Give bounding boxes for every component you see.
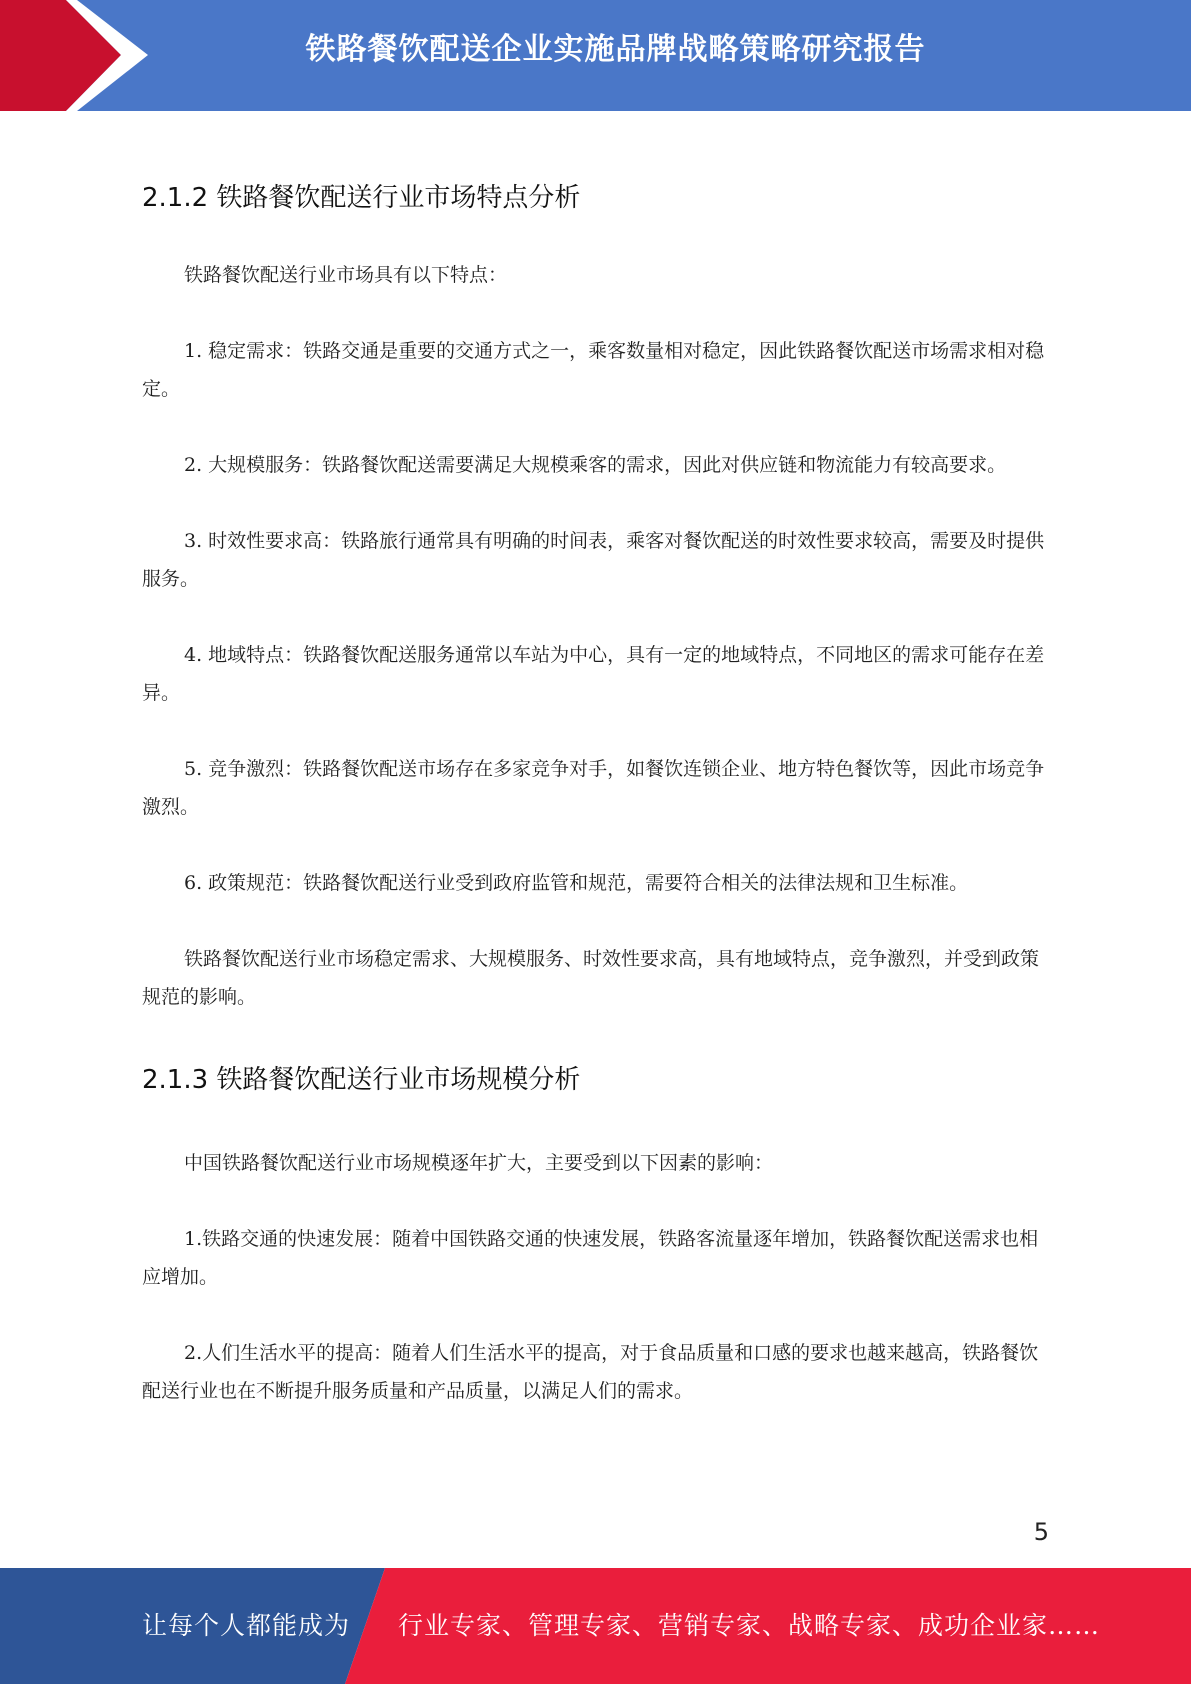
red-chevron-icon [0, 0, 160, 111]
list-item-point-4: 4. 地域特点：铁路餐饮配送服务通常以车站为中心，具有一定的地域特点，不同地区的需求可能存在差异。 [142, 644, 1045, 704]
section-heading-2-1-3: 2.1.3 铁路餐饮配送行业市场规模分析 [142, 1065, 581, 1095]
footer-slogan-right: 行业专家、管理专家、营销专家、战略专家、成功企业家…… [398, 1611, 1101, 1640]
paragraph-summary-1: 铁路餐饮配送行业市场稳定需求、大规模服务、时效性要求高，具有地域特点，竞争激烈，并受到政策规范的影响。 [142, 948, 1040, 1008]
list-item-factor-2: 2.人们生活水平的提高：随着人们生活水平的提高，对于食品质量和口感的要求也越来越高，铁路餐饮配送行业也在不断提升服务质量和产品质量，以满足人们的需求。 [142, 1342, 1039, 1402]
list-item-factor-1: 1.铁路交通的快速发展：随着中国铁路交通的快速发展，铁路客流量逐年增加，铁路餐饮配送需求也相应增加。 [142, 1228, 1039, 1288]
list-item-point-1: 1. 稳定需求：铁路交通是重要的交通方式之一，乘客数量相对稳定，因此铁路餐饮配送市场需求相对稳定。 [142, 340, 1045, 400]
document-body [142, 176, 1050, 1410]
report-title: 铁路餐饮配送企业实施品牌战略策略研究报告 [305, 32, 926, 67]
page-number: 5 [1033, 1518, 1049, 1546]
header-bar [0, 0, 1191, 111]
section-heading-2-1-2: 2.1.2 铁路餐饮配送行业市场特点分析 [142, 183, 581, 213]
list-item-point-3: 3. 时效性要求高：铁路旅行通常具有明确的时间表，乘客对餐饮配送的时效性要求较高，需要及时提供服务。 [142, 530, 1045, 590]
footer-slogan-left: 让每个人都能成为 [142, 1611, 351, 1640]
list-item-point-6: 6. 政策规范：铁路餐饮配送行业受到政府监管和规范，需要符合相关的法律法规和卫生标准。 [184, 872, 969, 894]
footer-banner [0, 1568, 1191, 1684]
paragraph-intro-2: 中国铁路餐饮配送行业市场规模逐年扩大，主要受到以下因素的影响： [184, 1152, 774, 1174]
list-item-point-2: 2. 大规模服务：铁路餐饮配送需要满足大规模乘客的需求，因此对供应链和物流能力有较高要求。 [184, 454, 1007, 476]
paragraph-intro-1: 铁路餐饮配送行业市场具有以下特点： [184, 264, 508, 286]
list-item-point-5: 5. 竞争激烈：铁路餐饮配送市场存在多家竞争对手，如餐饮连锁企业、地方特色餐饮等，因此市场竞争激烈。 [142, 758, 1045, 818]
